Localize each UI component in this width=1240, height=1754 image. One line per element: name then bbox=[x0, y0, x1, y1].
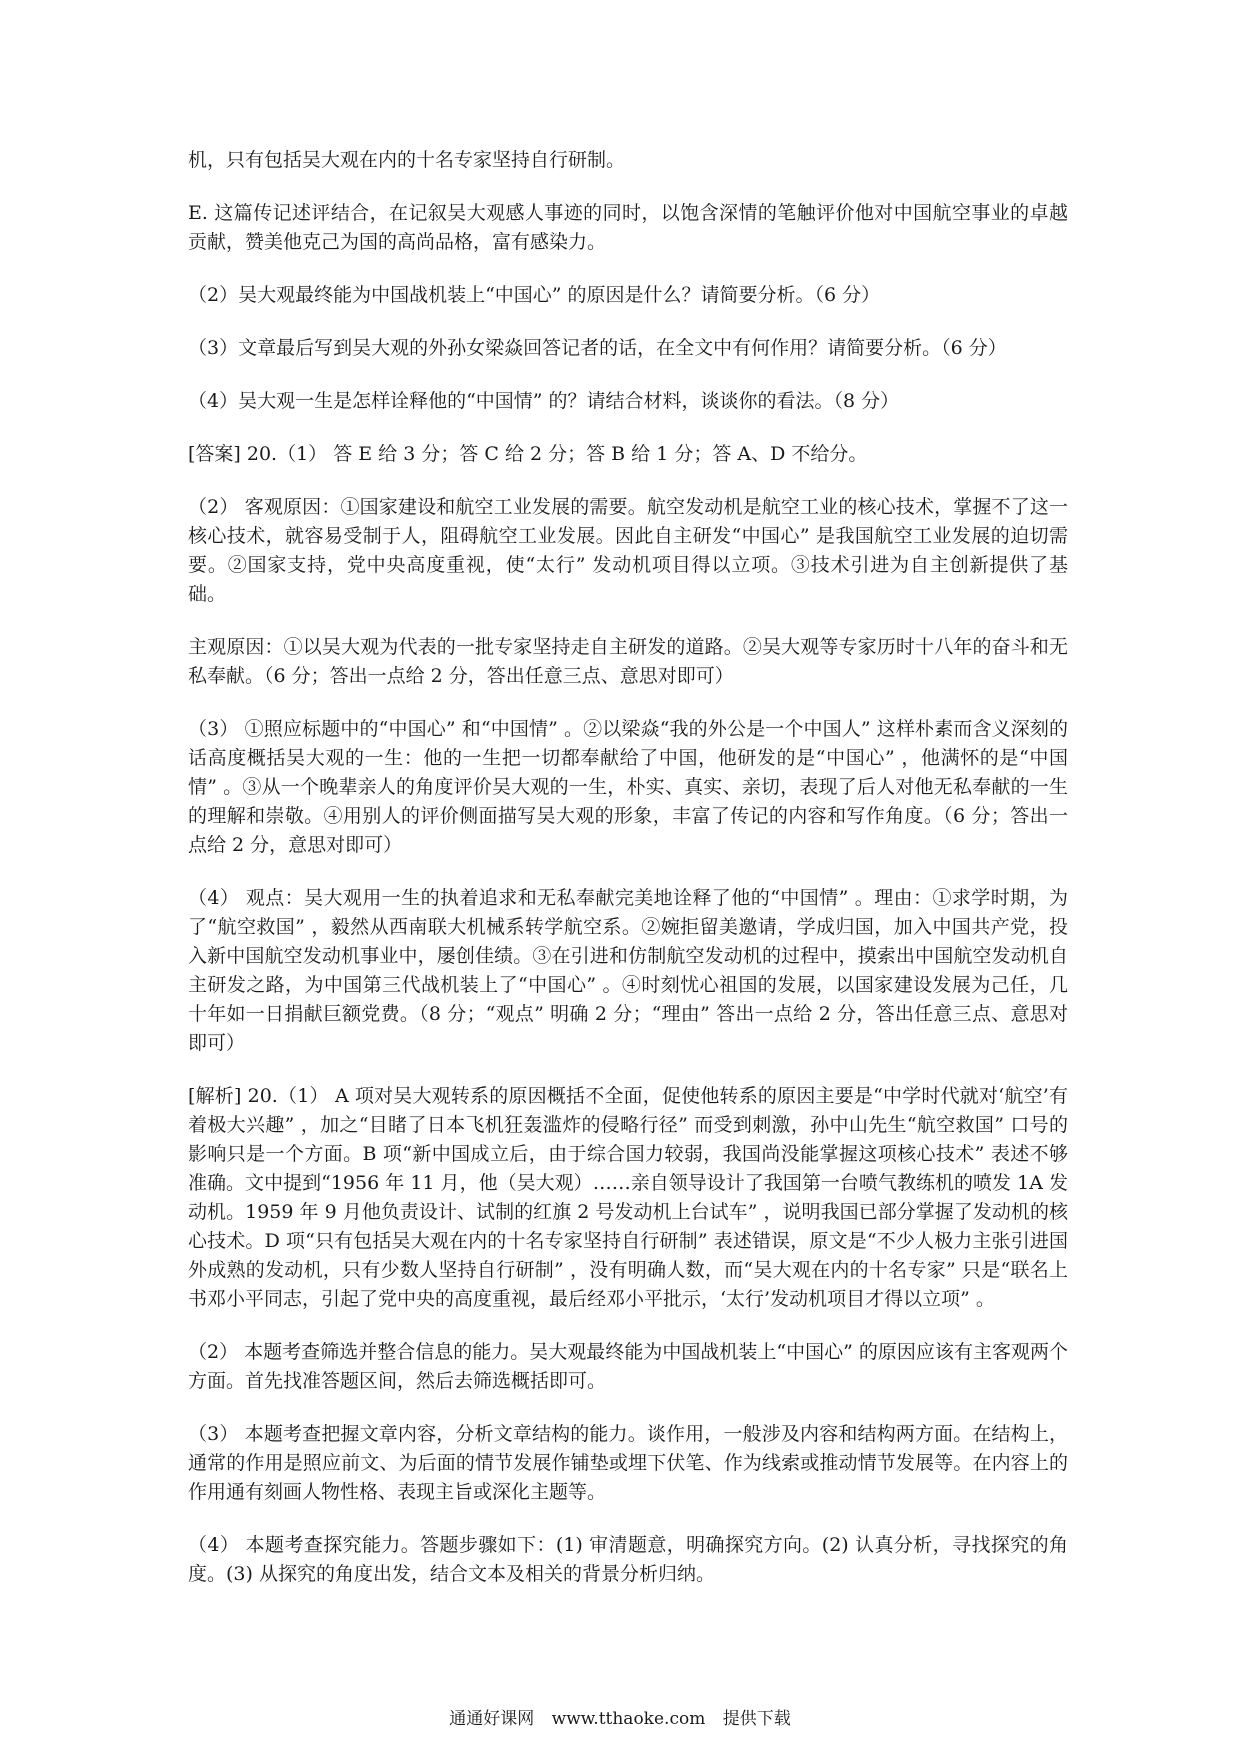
paragraph-analysis-2: （2） 本题考查筛选并整合信息的能力。吴大观最终能为中国战机装上“中国心” 的原因应该有主客观两个方面。首先找准答题区间，然后去筛选概括即可。 bbox=[188, 1341, 1068, 1392]
paragraph-analysis-4: （4） 本题考查探究能力。答题步骤如下：(1) 审清题意，明确探究方向。(2) 认真分析，寻找探究的角度。(3) 从探究的角度出发，结合文本及相关的背景分析归纳。 bbox=[188, 1534, 1068, 1585]
paragraph-continuation: 机，只有包括吴大观在内的十名专家坚持自行研制。 bbox=[188, 149, 626, 171]
paragraph-answer-4: （4） 观点：吴大观用一生的执着追求和无私奉献完美地诠释了他的“中国情” 。理由：①求学时期，为了“航空救国” ，毅然从西南联大机械系转学航空系。②婉拒留美邀请，学成归国，加入中国共产党，投入新中国航空发动机事业中，屡创佳绩。③在引进和仿制航空发动机的过程中，摸索出中国航空发动机自主研发之路，为中国第三代战机装上了“中国心” 。④时刻忧心祖国的发展，以国家建设发展为己任，几十年如一日捐献巨额党费。（8 分；“观点” 明确 2 分；“理由” 答出一点给 2 分，答出任意三点、意思对即可） bbox=[188, 887, 1068, 1054]
paragraph-analysis-1: [解析] 20.（1） A 项对吴大观转系的原因概括不全面，促使他转系的原因主要是“中学时代就对‘航空’有着极大兴趣” ，加之“目睹了日本飞机狂轰滥炸的侵略行径” 而受到刺激，孙中山先生“航空救国” 口号的影响只是一个方面。B 项“新中国成立后，由于综合国力较弱，我国尚没能掌握这项核心技术” 表述不够准确。文中提到“1956 年 11 月，他（吴大观）……亲自领导设计了我国第一台喷气教练机的喷发 1A 发动机。1959 年 9 月他负责设计、试制的红旗 2 号发动机上台试车” ，说明我国已部分掌握了发动机的核心技术。D 项“只有包括吴大观在内的十名专家坚持自行研制” 表述错误，原文是“不少人极力主张引进国外成熟的发动机，只有少数人坚持自行研制” ，没有明确人数，而“吴大观在内的十名专家” 只是“联名上书邓小平同志，引起了党中央的高度重视，最后经邓小平批示，‘太行’发动机项目才得以立项” 。 bbox=[188, 1085, 1068, 1310]
paragraph-option-e: E. 这篇传记述评结合，在记叙吴大观感人事迹的同时，以饱含深情的笔触评价他对中国航空事业的卓越贡献，赞美他克己为国的高尚品格，富有感染力。 bbox=[188, 202, 1068, 253]
footer-url-link[interactable]: www.tthaoke.com bbox=[551, 1709, 706, 1729]
footer-site-name: 通通好课网 bbox=[449, 1709, 535, 1729]
page-footer bbox=[0, 1704, 1240, 1729]
paragraph-question-2: （2）吴大观最终能为中国战机装上“中国心” 的原因是什么？请简要分析。（6 分） bbox=[188, 284, 881, 306]
paragraph-answer-2-objective: （2） 客观原因：①国家建设和航空工业发展的需要。航空发动机是航空工业的核心技术，掌握不了这一核心技术，就容易受制于人，阻碍航空工业发展。因此自主研发“中国心” 是我国航空工业发展的迫切需要。②国家支持，党中央高度重视，使“太行” 发动机项目得以立项。③技术引进为自主创新提供了基础。 bbox=[188, 496, 1068, 605]
footer-suffix: 提供下载 bbox=[722, 1709, 791, 1729]
paragraph-analysis-3: （3） 本题考查把握文章内容，分析文章结构的能力。谈作用，一般涉及内容和结构两方面。在结构上，通常的作用是照应前文、为后面的情节发展作铺垫或埋下伏笔、作为线索或推动情节发展等。在内容上的作用通有刻画人物性格、表现主旨或深化主题等。 bbox=[188, 1423, 1068, 1503]
paragraph-answer-1: [答案] 20.（1） 答 E 给 3 分；答 C 给 2 分；答 B 给 1 分；答 A、D 不给分。 bbox=[188, 443, 868, 465]
paragraph-question-4: （4）吴大观一生是怎样诠释他的“中国情” 的？请结合材料，谈谈你的看法。（8 分） bbox=[188, 390, 900, 412]
paragraph-answer-2-subjective: 主观原因：①以吴大观为代表的一批专家坚持走自主研发的道路。②吴大观等专家历时十八年的奋斗和无私奉献。（6 分；答出一点给 2 分，答出任意三点、意思对即可） bbox=[188, 636, 1068, 687]
document-body bbox=[188, 146, 1068, 1613]
paragraph-question-3: （3）文章最后写到吴大观的外孙女梁焱回答记者的话，在全文中有何作用？请简要分析。（6 分） bbox=[188, 337, 1007, 359]
paragraph-answer-3: （3） ①照应标题中的“中国心” 和“中国情” 。②以梁焱“我的外公是一个中国人” 这样朴素而含义深刻的话高度概括吴大观的一生：他的一生把一切都奉献给了中国，他研发的是“中国心” ，他满怀的是“中国情” 。③从一个晚辈亲人的角度评价吴大观的一生，朴实、真实、亲切，表现了后人对他无私奉献的一生的理解和崇敬。④用别人的评价侧面描写吴大观的形象，丰富了传记的内容和写作角度。（6 分；答出一点给 2 分，意思对即可） bbox=[188, 718, 1068, 856]
